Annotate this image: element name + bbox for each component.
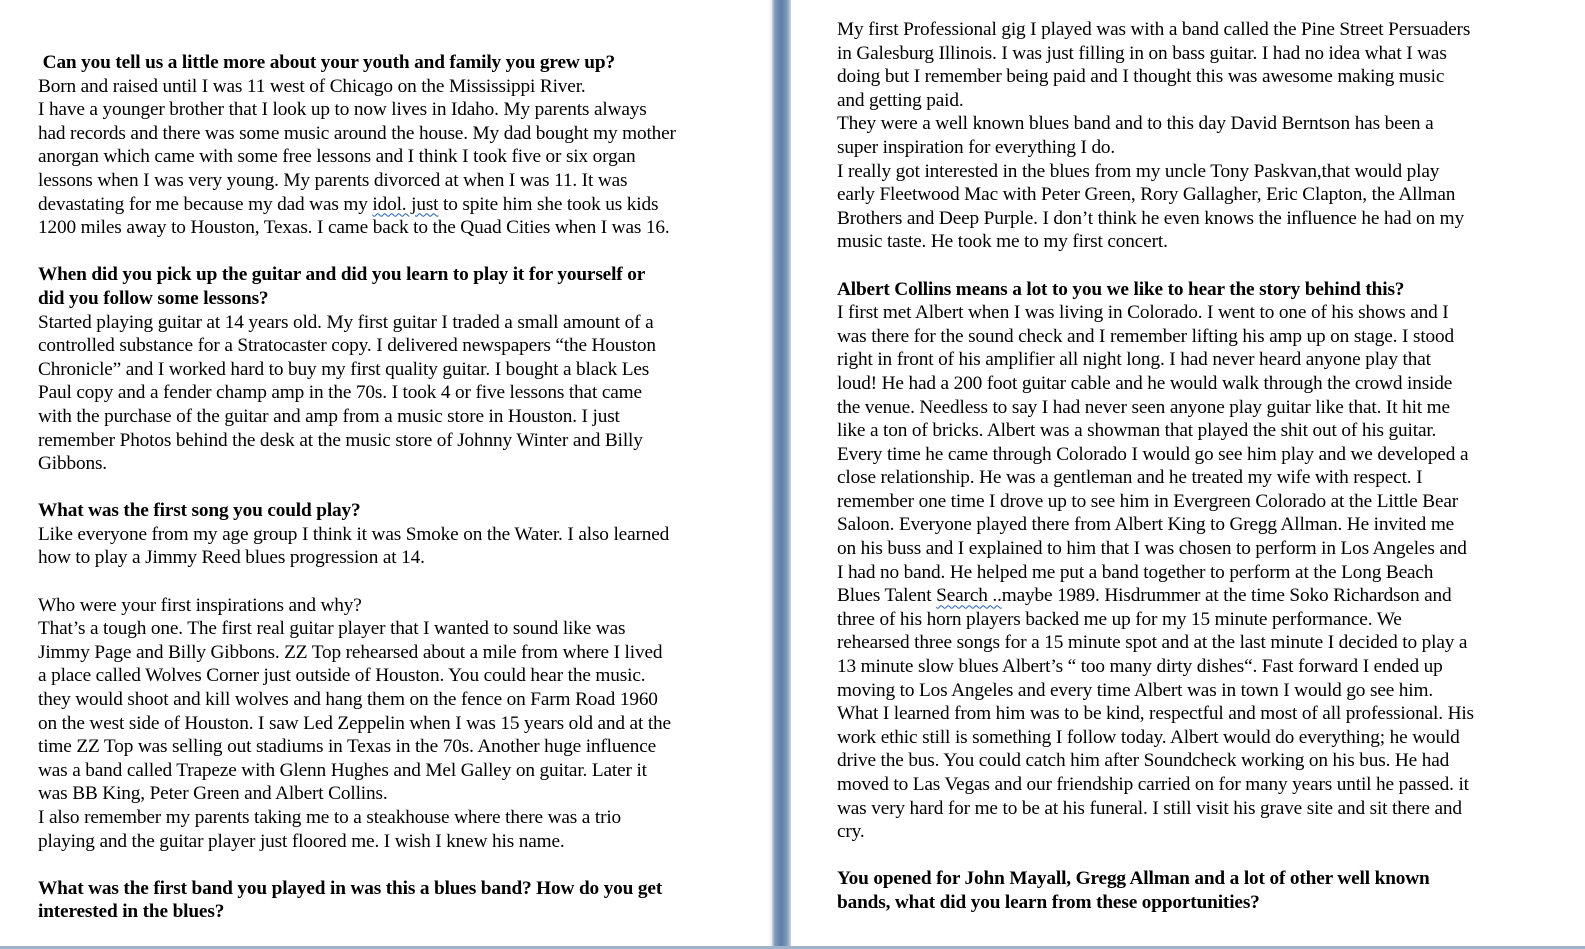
answer-line: on the west side of Houston. I saw Led Zeppelin when I was 15 years old and at the: [38, 712, 671, 734]
answer-line: I have a younger brother that I look up to now lives in Idaho. My parents always: [38, 99, 647, 121]
answer-line: I really got interested in the blues from my uncle Tony Paskvan,that would play: [837, 160, 1440, 182]
answer-line: My first Professional gig I played was with a band called the Pine Street Persuaders: [837, 19, 1471, 40]
answer-line: I also remember my parents taking me to a steakhouse where there was a trio: [38, 807, 622, 828]
answer-line: Blues Talent Search ..maybe 1989. Hisdrummer at the time Soko Richardson and: [837, 585, 1452, 607]
answer-line: I first met Albert when I was living in Colorado. I went to one of his shows and I: [837, 302, 1449, 324]
paragraph-gap: [837, 254, 1474, 278]
paragraph-gap: [38, 476, 676, 500]
answer-line: remember one time I drove up to see him in Evergreen Colorado at the Little Bear: [837, 490, 1459, 512]
answer-line: Gibbons.: [38, 453, 107, 475]
answer-line: devastating for me because my dad was my idol. just to spite him she took us kids: [38, 193, 659, 215]
paragraph-gap: [38, 853, 676, 877]
answer-line: That’s a tough one. The first real guitar player that I wanted to sound like was: [38, 618, 626, 640]
answer-line: moved to Las Vegas and our friendship carried on for many years until he passed. it: [837, 774, 1469, 795]
question-line: When did you pick up the guitar and did you learn to play it for yourself or: [38, 264, 646, 286]
answer-line: rehearsed three songs for a 15 minute spot and at the last minute I decided to play a: [837, 632, 1468, 654]
answer-line: Paul copy and a fender champ amp in the 70s. I took 4 or five lessons that came: [38, 382, 642, 404]
left-page-text: [38, 51, 676, 924]
spellcheck-underline: Search ..: [936, 585, 1002, 607]
answer-line: was there for the sound check and I remember lifting his amp up on stage. I stood: [837, 325, 1454, 347]
answer-line: Saloon. Everyone played there from Albert King to Gregg Allman. He invited me: [837, 514, 1455, 536]
left-document-page: [0, 0, 772, 949]
answer-line: cry.: [837, 821, 865, 843]
answer-line: moving to Los Angeles and every time Albert was in town I would go see him.: [837, 679, 1434, 701]
answer-line: they would shoot and kill wolves and hang them on the fence on Farm Road 1960: [38, 689, 658, 711]
answer-line: doing but I remember being paid and I thought this was awesome making music: [837, 66, 1445, 88]
answer-line: Like everyone from my age group I think it was Smoke on the Water. I also learned: [38, 523, 670, 545]
answer-line: with the purchase of the guitar and amp from a music store in Houston. I just: [38, 405, 620, 427]
answer-line: and getting paid.: [837, 89, 964, 111]
question-line: What was the first song you could play?: [38, 500, 361, 522]
right-page-text: [837, 18, 1474, 915]
question-line: What was the first band you played in was this a blues band? How do you get: [38, 877, 663, 899]
question-line: bands, what did you learn from these opportunities?: [837, 891, 1260, 913]
answer-line: Chronicle” and I worked hard to buy my first quality guitar. I bought a black Les: [38, 358, 650, 380]
answer-line: remember Photos behind the desk at the music store of Johnny Winter and Billy: [38, 429, 643, 451]
answer-line: Brothers and Deep Purple. I don’t think he even knows the influence he had on my: [837, 207, 1464, 229]
answer-line: lessons when I was very young. My parents divorced at when I was 11. It was: [38, 169, 628, 191]
answer-line: a place called Wolves Corner just outside of Houston. You could hear the music.: [38, 665, 646, 687]
question-line: did you follow some lessons?: [38, 287, 269, 309]
answer-line: super inspiration for everything I do.: [837, 136, 1116, 158]
answer-line: was BB King, Peter Green and Albert Collins.: [38, 783, 388, 805]
question-line: You opened for John Mayall, Gregg Allman and a lot of other well known: [837, 868, 1430, 890]
paragraph-gap: [837, 844, 1474, 868]
answer-line: was very hard for me to be at his funeral. I still visit his grave site and sit there and: [837, 797, 1462, 819]
answer-line: three of his horn players backed me up for my 15 minute performance. We: [837, 608, 1402, 630]
answer-line: drive the bus. You could catch him after Soundcheck working on his bus. He had: [837, 750, 1450, 772]
answer-line: I had no band. He helped me put a band together to perform at the Long Beach: [837, 561, 1434, 583]
question-line: Who were your first inspirations and why?: [38, 594, 362, 616]
answer-line: right in front of his amplifier all night long. I had never heard anyone play that: [837, 349, 1431, 371]
answer-line: What I learned from him was to be kind, respectful and most of all professional. His: [837, 703, 1474, 725]
answer-line: Born and raised until I was 11 west of Chicago on the Mississippi River.: [38, 75, 586, 97]
answer-line: Every time he came through Colorado I would go see him play and we developed a: [837, 443, 1469, 465]
answer-line: time ZZ Top was selling out stadiums in Texas in the 70s. Another huge influence: [38, 736, 657, 758]
page-gutter: [772, 0, 791, 949]
right-document-page: [791, 0, 1585, 949]
answer-line: work ethic still is something I follow today. Albert would do everything; he would: [837, 726, 1460, 748]
answer-line: 13 minute slow blues Albert’s “ too many dirty dishes“. Fast forward I ended up: [837, 656, 1443, 678]
question-line: interested in the blues?: [38, 901, 225, 923]
answer-line: playing and the guitar player just floored me. I wish I knew his name.: [38, 830, 565, 852]
answer-line: early Fleetwood Mac with Peter Green, Rory Gallagher, Eric Clapton, the Allman: [837, 184, 1456, 206]
answer-line: loud! He had a 200 foot guitar cable and he would walk through the crowd inside: [837, 372, 1453, 394]
answer-line: how to play a Jimmy Reed blues progression at 14.: [38, 547, 425, 569]
answer-line: in Galesburg Illinois. I was just filling in on bass guitar. I had no idea what I was: [837, 42, 1447, 64]
question-line: Can you tell us a little more about your youth and family you grew up?: [38, 52, 615, 73]
answer-line: music taste. He took me to my first concert.: [837, 231, 1168, 253]
question-line: Albert Collins means a lot to you we like to hear the story behind this?: [837, 278, 1405, 300]
answer-line: Jimmy Page and Billy Gibbons. ZZ Top rehearsed about a mile from where I lived: [38, 641, 663, 663]
answer-line: 1200 miles away to Houston, Texas. I came back to the Quad Cities when I was 16.: [38, 217, 670, 239]
answer-line: close relationship. He was a gentleman and he treated my wife with respect. I: [837, 467, 1423, 489]
paragraph-gap: [38, 240, 676, 264]
spellcheck-underline: idol. just: [372, 193, 439, 215]
answer-line: on his buss and I explained to him that I was chosen to perform in Los Angeles and: [837, 538, 1467, 560]
answer-line: had records and there was some music around the house. My dad bought my mother: [38, 122, 676, 144]
answer-line: the venue. Needless to say I had never seen anyone play guitar like that. It hit me: [837, 396, 1450, 418]
answer-line: was a band called Trapeze with Glenn Hughes and Mel Galley on guitar. Later it: [38, 759, 647, 781]
answer-line: They were a well known blues band and to this day David Berntson has been a: [837, 113, 1434, 135]
answer-line: anorgan which came with some free lessons and I think I took five or six organ: [38, 146, 636, 168]
answer-line: controlled substance for a Stratocaster copy. I delivered newspapers “the Houston: [38, 335, 656, 357]
paragraph-gap: [38, 570, 676, 594]
answer-line: like a ton of bricks. Albert was a showman that played the shit out of his guitar.: [837, 420, 1437, 442]
answer-line: Started playing guitar at 14 years old. My first guitar I traded a small amount of a: [38, 311, 654, 333]
